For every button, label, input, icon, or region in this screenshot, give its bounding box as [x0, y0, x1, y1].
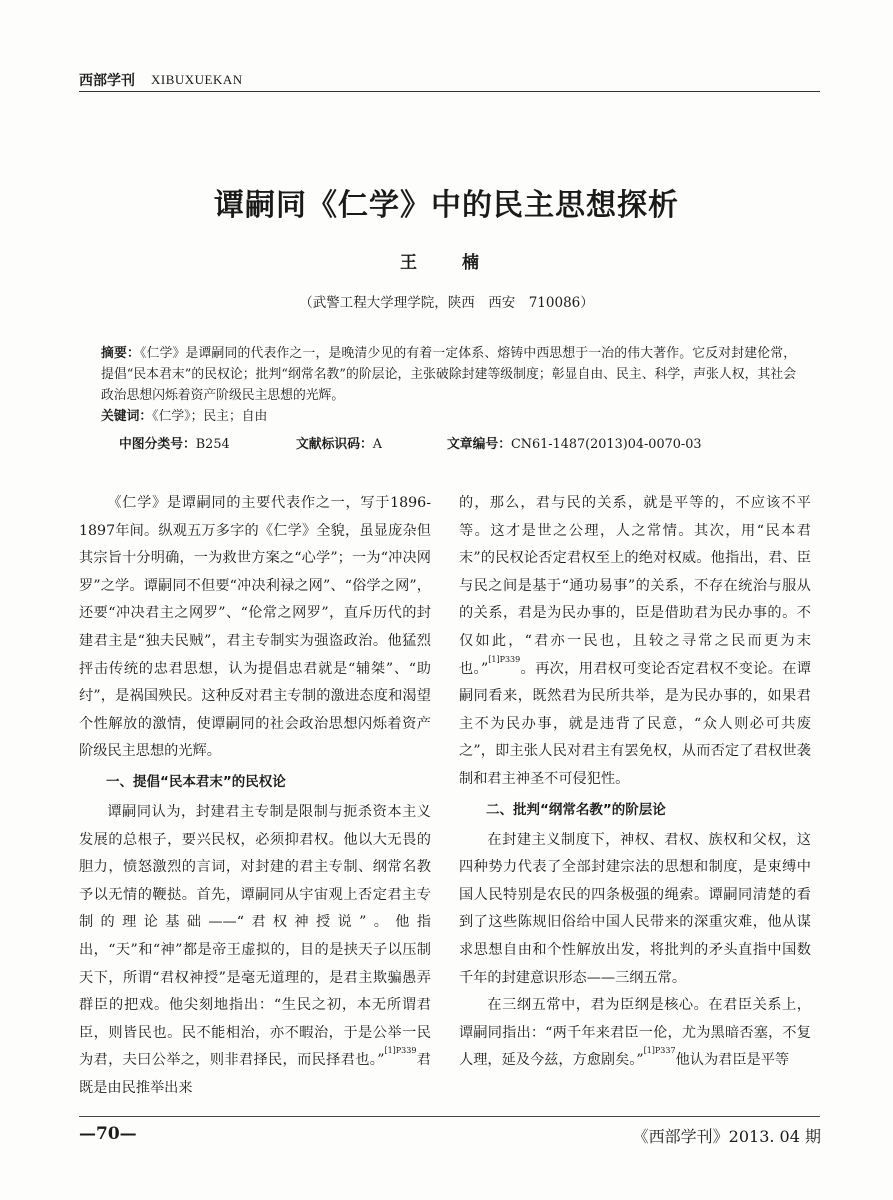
abstract-label: 摘要： [101, 346, 140, 361]
paragraph-text: 的，那么，君与民的关系，就是平等的，不应该不平等。这才是世之公理，人之常情。其次，用“民本君末”的民权论否定君权至上的绝对权威。他指出，君、臣与民之间是基于“通功易事”的关系，不存在统治与服从的关系，君是为民办事的，臣是借助君为民办事的。不仅如此，“君亦一民也，且较之寻常之民而更为末也。” [459, 495, 811, 677]
paragraph-continued [459, 490, 811, 794]
articleno-value: CN61-1487(2013)04-0070-03 [510, 437, 702, 452]
paragraph-text: 。再次，用君权可变论否定君权不变论。在谭嗣同看来，既然君为民所共举，是为民办事的，如果君主不为民办事，就是违背了民意，“众人则必可共废之”，即主张人民对君主有罢免权，从而否定了君权世袭制和君主神圣不可侵犯性。 [459, 660, 811, 787]
doccode-value: A [372, 437, 383, 452]
clc-number [119, 433, 230, 452]
article-number [447, 433, 701, 452]
right-column [459, 490, 811, 1075]
paragraph-text: 他认为君臣是平等 [675, 1052, 790, 1069]
running-header-journal: 西部学刊 [79, 73, 135, 89]
clc-value: B254 [195, 437, 230, 452]
paragraph-section2-b [459, 992, 811, 1075]
citation: [1]P339 [488, 654, 521, 664]
article-author: 王 楠 [400, 253, 493, 273]
page-number: —70— [79, 1124, 137, 1144]
articleno-label: 文章编号： [447, 437, 511, 452]
paragraph-section2: 在封建主义制度下，神权、君权、族权和父权，这四种势力代表了全部封建宗法的思想和制度，是束缚中国人民特别是农民的四条极强的绳索。谭嗣同清楚的看到了这些陈规旧俗给中国人民带来的深重灾难，他从谋求思想自由和个性解放出发，将批判的矛头直指中国数千年的封建意识形态——三纲五常。 [459, 831, 811, 986]
keywords-label: 关键词： [101, 409, 153, 424]
footer-journal-issue: 《西部学刊》2013. 04 期 [632, 1127, 821, 1146]
citation: [1]P337 [643, 1046, 676, 1056]
header-rule [79, 91, 820, 92]
citation: [1]P339 [384, 1046, 417, 1056]
section-heading-2: 二、批判“纲常名教”的阶层论 [486, 801, 666, 818]
keywords-text: 《仁学》；民主；自由 [152, 409, 268, 424]
clc-label: 中图分类号： [119, 437, 196, 452]
paragraph-section1 [79, 799, 431, 1103]
left-column [79, 490, 431, 1102]
author-affiliation: （武警工程大学理学院，陕西 西安 710086） [299, 295, 594, 311]
section-heading-1: 一、提倡“民本君末”的民权论 [106, 773, 286, 790]
abstract-text: 《仁学》是谭嗣同的代表作之一，是晚清少见的有着一定体系、熔铸中西思想于一冶的伟大著作。它反对封建伦常，提倡“民本君末”的民权论；批判“纲常名教”的阶层论，主张破除封建等级制度；彰显自由、民主、科学，声张人权，其社会政治思想闪烁着资产阶级民主思想的光辉。 [101, 346, 796, 403]
paragraph-text: 在三纲五常中，君为臣纲是核心。在君臣关系上，谭嗣同指出：“两千年来君臣一伦，尤为黑暗否塞，不复人理，延及今兹，方愈剧矣。” [459, 997, 811, 1069]
doccode-label: 文献标识码： [296, 437, 373, 452]
running-header-pinyin: XIBUXUEKAN [151, 72, 243, 87]
paragraph-intro: 《仁学》是谭嗣同的主要代表作之一，写于1896-1897年间。纵观五万多字的《仁学》全貌，虽显庞杂但其宗旨十分明确，一为救世方案之“心学”；一为“冲决网罗”之学。谭嗣同不但要“冲决利禄之网”、“俗学之网”，还要“冲决君主之网罗”、“伦常之网罗”，直斥历代的封建君主是“独夫民贼”，君主专制实为强盗政治。他猛烈抨击传统的忠君思想，认为提倡忠君就是“辅桀”、“助纣”，是祸国殃民。这种反对君主专制的激进态度和渴望个性解放的激情，使谭嗣同的社会政治思想闪烁着资产阶级民主思想的光辉。 [79, 495, 431, 760]
article-title: 谭嗣同《仁学》中的民主思想探析 [214, 188, 679, 223]
footer-rule [79, 1116, 820, 1117]
paragraph-text: 谭嗣同认为，封建君主专制是限制与扼杀资本主义发展的总根子，要兴民权，必须抑君权。他以大无畏的胆力，愤怒激烈的言词，对封建的君主专制、纲常名教予以无情的鞭挞。首先，谭嗣同从宇宙观上否定君主专制的理论基础——“君权神授说”。他指出，“天”和“神”都是帝王虚拟的，目的是挟天子以压制天下，所谓“君权神授”是毫无道理的，是君主欺骗愚弄群臣的把戏。他尖刻地指出：“生民之初，本无所谓君臣，则皆民也。民不能相治，亦不暇治，于是公举一民为君，夫曰公举之，则非君择民，而民择君也。” [79, 803, 431, 1069]
abstract [101, 343, 796, 427]
paragraph-text: 君既是由民推举出来 [79, 1052, 431, 1096]
document-code [296, 433, 382, 452]
